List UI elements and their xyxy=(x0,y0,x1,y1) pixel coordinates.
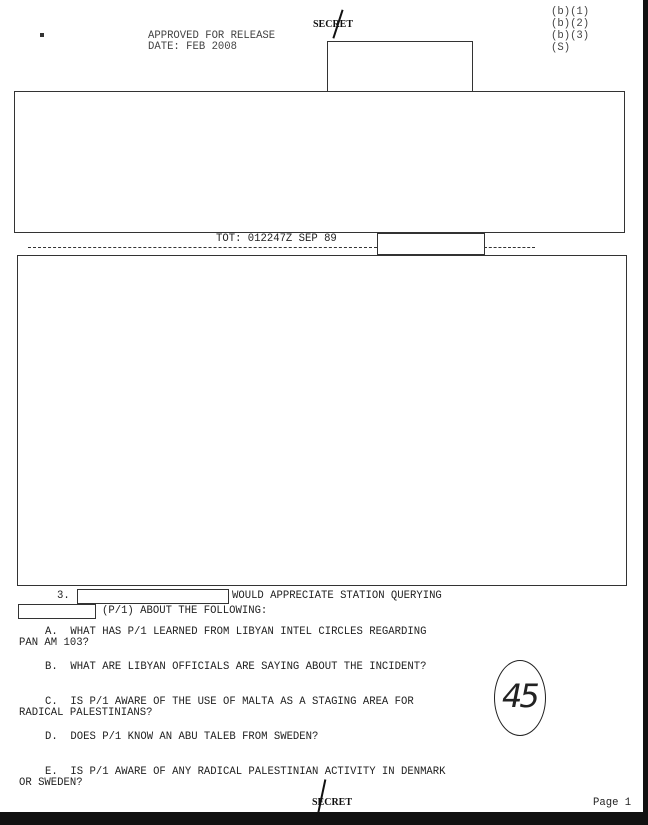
question-e-line-1: E. IS P/1 AWARE OF ANY RADICAL PALESTINIAN ACTIVITY IN DENMARK xyxy=(45,766,446,778)
exemption-code: (b)(1) xyxy=(551,6,590,18)
question-e-line-2: OR SWEDEN? xyxy=(19,777,83,789)
redaction-box-large xyxy=(17,255,627,586)
classification-top: SECRET xyxy=(313,19,354,30)
exemption-code: (b)(2) xyxy=(551,18,590,30)
exemption-code: (S) xyxy=(551,42,571,54)
page-number: Page 1 xyxy=(593,797,632,809)
redaction-box xyxy=(377,233,485,255)
scan-edge-right xyxy=(643,0,648,825)
redaction-box xyxy=(18,604,96,619)
time-of-transmission: TOT: 012247Z SEP 89 xyxy=(216,233,337,245)
classification-bottom: SECRET xyxy=(312,797,353,808)
release-line-2: DATE: FEB 2008 xyxy=(148,41,238,53)
separator-dashes-right xyxy=(484,247,535,248)
paragraph-number: 3. xyxy=(57,590,70,602)
exemption-codes xyxy=(551,6,589,54)
redaction-box xyxy=(327,41,473,93)
question-c-line-2: RADICAL PALESTINIANS? xyxy=(19,707,153,719)
question-b-line-1: B. WHAT ARE LIBYAN OFFICIALS ARE SAYING ABOUT THE INCIDENT? xyxy=(45,661,427,673)
handwritten-number: 45 xyxy=(502,677,537,715)
paragraph-3-line-2: (P/1) ABOUT THE FOLLOWING: xyxy=(102,605,268,617)
redaction-box-large xyxy=(14,91,625,233)
redaction-box xyxy=(77,589,229,604)
paragraph-3-line-1: WOULD APPRECIATE STATION QUERYING xyxy=(232,590,442,602)
question-a-line-2: PAN AM 103? xyxy=(19,637,89,649)
release-line-1: APPROVED FOR RELEASE xyxy=(148,30,276,42)
question-a-line-1: A. WHAT HAS P/1 LEARNED FROM LIBYAN INTEL CIRCLES REGARDING xyxy=(45,626,427,638)
separator-dashes-left xyxy=(28,247,377,248)
question-d-line-1: D. DOES P/1 KNOW AN ABU TALEB FROM SWEDEN? xyxy=(45,731,319,743)
scan-edge-bottom xyxy=(0,812,648,825)
handwritten-circled-number xyxy=(494,660,546,736)
exemption-code: (b)(3) xyxy=(551,30,590,42)
scan-speck xyxy=(40,33,44,37)
question-c-line-1: C. IS P/1 AWARE OF THE USE OF MALTA AS A STAGING AREA FOR xyxy=(45,696,414,708)
